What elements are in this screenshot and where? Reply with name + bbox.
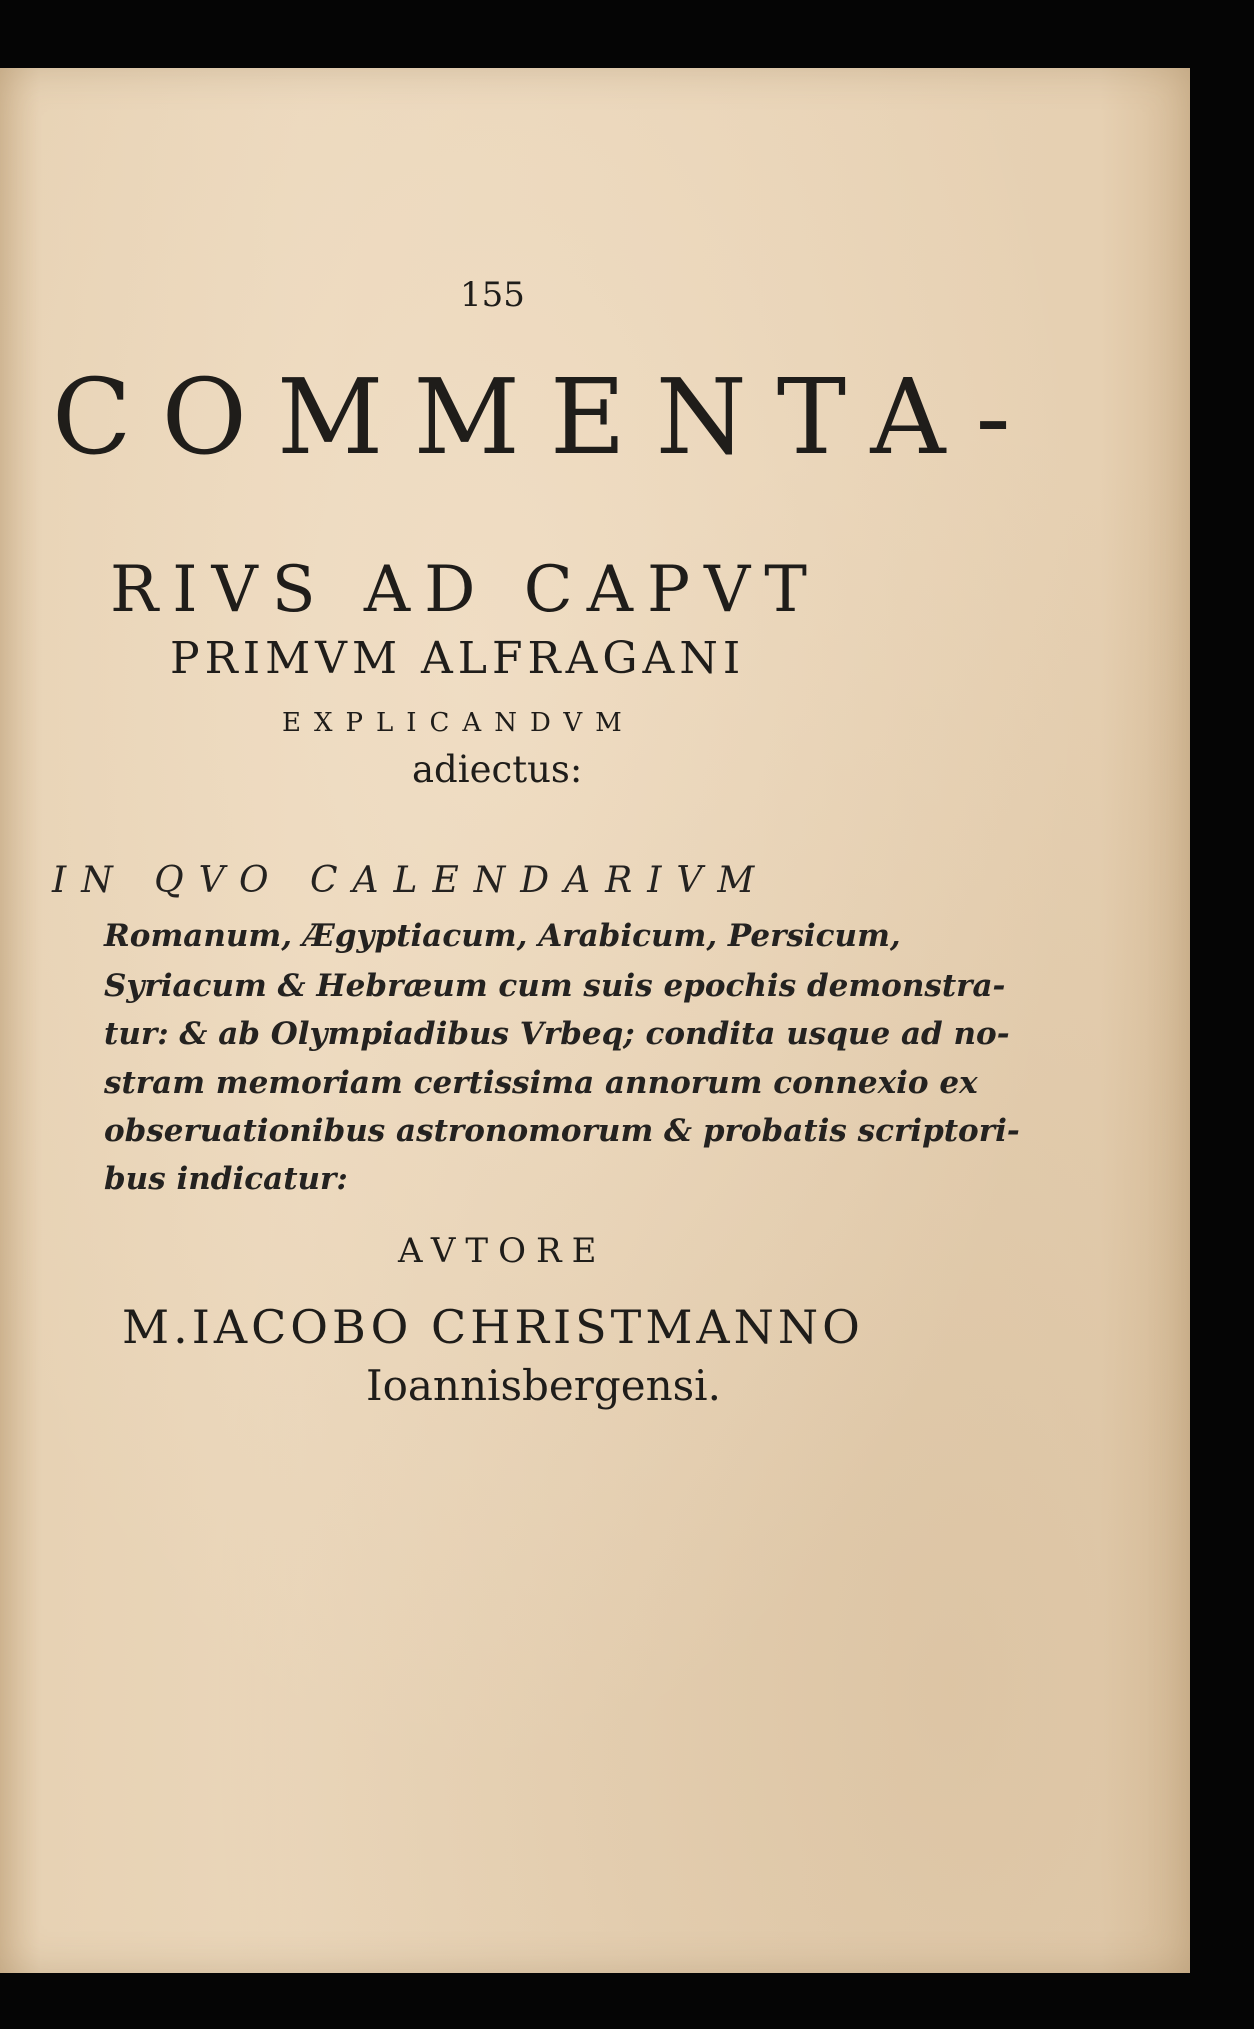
title-line-2: RIVS AD CAPVT	[110, 553, 821, 627]
description-line-6: bus indicatur:	[104, 1161, 348, 1197]
author-origin: Ioannisbergensi.	[366, 1361, 721, 1410]
book-page	[0, 68, 1190, 1973]
author-label: AVTORE	[398, 1231, 607, 1271]
description-heading: IN QVO CALENDARIVM	[52, 860, 770, 901]
author-name: M.IACOBO CHRISTMANNO	[122, 1300, 864, 1354]
title-line-5: adiectus:	[412, 748, 583, 791]
description-line-5: obseruationibus astronomorum & probatis scriptori-	[104, 1113, 1020, 1149]
title-line-3: PRIMVM ALFRAGANI	[170, 633, 746, 684]
description-line-2: Syriacum & Hebræum cum suis epochis demonstra-	[104, 968, 1006, 1004]
description-line-1: Romanum, Ægyptiacum, Arabicum, Persicum,	[104, 918, 901, 954]
page-number: 155	[460, 275, 525, 315]
title-line-1: COMMENTA-	[52, 356, 1041, 478]
description-line-3: tur: & ab Olympiadibus Vrbeq; condita usque ad no-	[104, 1016, 1010, 1052]
title-line-4: EXPLICANDVM	[282, 708, 635, 738]
description-line-4: stram memoriam certissima annorum connexio ex	[104, 1065, 978, 1101]
